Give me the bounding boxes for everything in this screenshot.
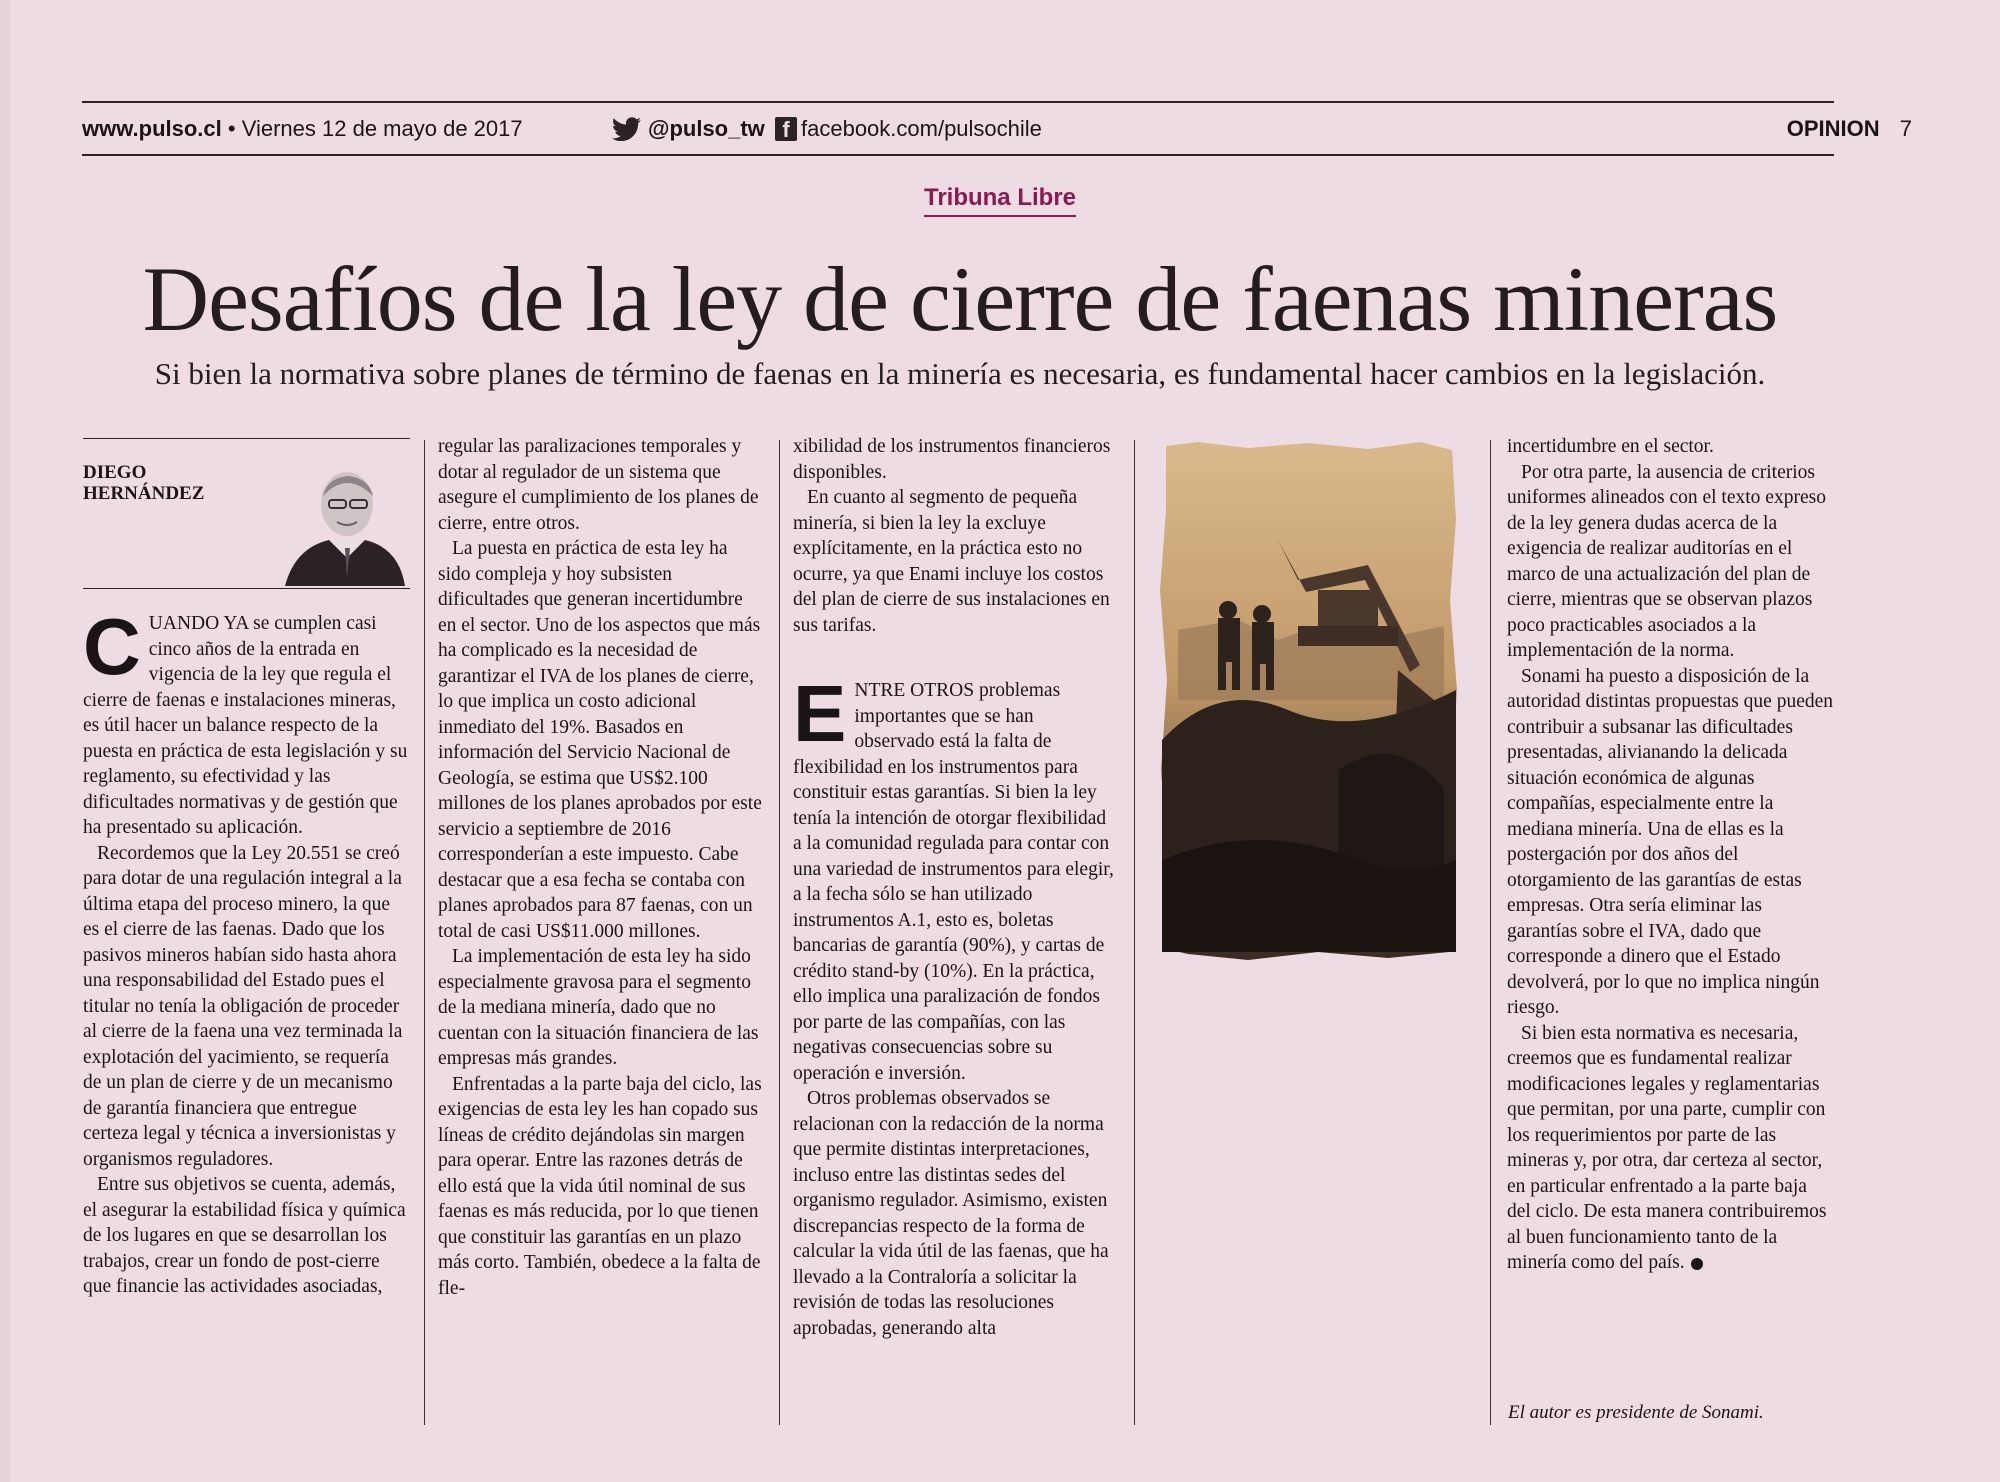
- paragraph: Enfrentadas a la parte baja del ciclo, las exigencias de esta ley les han copado sus líneas de crédito dejándolas sin margen para operar. Entre las razones detrás de ello está que la vida útil nominal de sus faenas es más reducida, por lo que tienen que constituir las garantías en un plazo más corto. También, obedece a la falta de fle-: [438, 1073, 762, 1299]
- author-block: [83, 438, 410, 586]
- section-name: OPINION: [1786, 116, 1880, 141]
- paragraph: Por otra parte, la ausencia de criterios uniformes alineados con el texto expreso de la ley genera dudas acerca de la exigencia de realizar auditorías en el marco de una actualización del plan de cierre, mientras que se observan plazos poco practicables asociados a la implementación de la norma.: [1507, 461, 1826, 661]
- scan-edge: [0, 0, 10, 1482]
- author-photo: [275, 456, 405, 586]
- header-site-date: www.pulso.cl • Viernes 12 de mayo de 2017: [82, 116, 523, 141]
- paragraph: xibilidad de los instrumentos financieros disponibles.: [793, 436, 1111, 483]
- paragraph: La puesta en práctica de esta ley ha sido compleja y hoy subsisten dificultades que generan incertidumbre en el sector. Uno de los aspectos que más ha complicado es la necesidad de garantizar el IVA de los planes de cierre, lo que implica un costo adicional inmediato del 19%. Basados en información del Servicio Nacional de Geología, se estima que US$2.100 millones de los planes aprobados por este servicio a septiembre de 2016 corresponderían a este impuesto. Cabe destacar que a esa fecha se contaba con planes aprobados para 87 faenas, con un total de casi US$11.000 millones.: [438, 538, 762, 942]
- mining-excavator-illustration: [1158, 440, 1458, 962]
- facebook-icon: f: [775, 117, 797, 141]
- column-divider: [424, 440, 425, 1425]
- site-url[interactable]: www.pulso.cl: [82, 116, 222, 141]
- author-bottom-rule: [83, 588, 410, 589]
- author-last-name: HERNÁNDEZ: [83, 483, 205, 504]
- kicker-text: Tribuna Libre: [924, 184, 1076, 217]
- column-divider: [1134, 440, 1135, 1425]
- author-name: [83, 462, 204, 504]
- article-column-4: [1507, 434, 1835, 1276]
- article-column-1: [83, 602, 410, 1300]
- header-bottom-rule: [82, 154, 1834, 156]
- column-divider: [779, 440, 780, 1425]
- twitter-handle-text: @pulso_tw: [648, 116, 765, 141]
- lead-text: UANDO YA se cumplen casi cinco años de la entrada en vigencia de la ley que regula el cierre de faenas e instalaciones mineras, es útil hacer un balance respecto de la puesta en práctica de esta legislación y su reglamento, su efectividad y las dificultades normativas y de gestión que ha presentado su aplicación.: [83, 613, 408, 838]
- facebook-link-text: facebook.com/pulsochile: [801, 116, 1042, 141]
- end-of-article-icon: [1691, 1258, 1703, 1270]
- paragraph: En cuanto al segmento de pequeña minería, si bien la ley la excluye explícitamente, en la práctica esto no ocurre, ya que Enami incluye los costos del plan de cierre de sus instalaciones en sus tarifas.: [793, 487, 1110, 636]
- twitter-bird-icon: [612, 117, 642, 141]
- paragraph: [1507, 1021, 1835, 1276]
- section-kicker: [0, 184, 2000, 212]
- author-first-name: DIEGO: [83, 462, 147, 483]
- article-column-2: [438, 434, 764, 1301]
- paragraph: La implementación de esta ley ha sido especialmente gravosa para el segmento de la mediana minería, dado que no cuentan con la situación financiera de las empresas más grandes.: [438, 946, 759, 1069]
- paragraph: Recordemos que la Ley 20.551 se creó para dotar de una regulación integral a la última etapa del proceso minero, la que es el cierre de las faenas. Dado que los pasivos mineros habían sido hasta ahora una responsabilidad del Estado pues el titular no tenía la obligación de proceder al cierre de la faena una vez terminada la explotación del yacimiento, se requería de un plan de cierre y de un mecanismo de garantía financiera que entregue certeza legal y técnica a inversionistas y organismos reguladores.: [83, 842, 403, 1170]
- page-header: [82, 100, 1912, 156]
- paragraph: [83, 602, 410, 841]
- page-number: 7: [1899, 116, 1912, 141]
- drop-cap: C: [83, 602, 141, 691]
- author-footnote: El autor es presidente de Sonami.: [1508, 1402, 1764, 1423]
- article-column-3: [793, 434, 1118, 1341]
- paragraph: Sonami ha puesto a disposición de la autoridad distintas propuestas que pueden contribuir a subsanar las dificultades presentadas, alivianando la delicada situación económica de algunas compañías, especialmente entre la mediana minería. Una de ellas es la postergación por dos años del otorgamiento de las garantías de estas empresas. Otra sería eliminar las garantías sobre el IVA, dado que corresponde a dinero que el Estado devolverá, por lo que no implica ningún riesgo.: [1507, 665, 1834, 1018]
- twitter-handle[interactable]: [612, 116, 765, 142]
- paragraph: incertidumbre en el sector.: [1507, 436, 1714, 457]
- article-headline: Desafíos de la ley de cierre de faenas mineras: [142, 248, 1778, 350]
- paragraph: Entre sus objetivos se cuenta, además, el asegurar la estabilidad física y química de los lugares en que se desarrollan los trabajos, crear un fondo de post-cierre que financie las actividades asociadas,: [83, 1174, 406, 1297]
- issue-date: Viernes 12 de mayo de 2017: [241, 116, 523, 141]
- drop-cap: E: [793, 669, 847, 758]
- column-divider: [1490, 440, 1491, 1425]
- facebook-link[interactable]: [775, 116, 1042, 142]
- paragraph: Otros problemas observados se relacionan con la redacción de la norma que permite distintas interpretaciones, incluso entre las distintas sedes del organismo regulador. Asimismo, existen discrepancias respecto de la forma de calcular la vida útil de las faenas, que ha llevado a la Contraloría a solicitar la revisión de todas las resoluciones aprobadas, generando alta: [793, 1088, 1109, 1339]
- article-subheadline: Si bien la normativa sobre planes de término de faenas en la minería es necesaria, es fundamental hacer cambios en la legislación.: [154, 356, 1766, 391]
- closing-text: Si bien esta normativa es necesaria, creemos que es fundamental realizar modificaciones legales y reglamentarias que permitan, por una parte, cumplir con los requerimientos por parte de las mineras y, por otra, dar certeza al sector, en particular enfrentado a la parte baja del ciclo. De esta manera contribuiremos al buen funcionamiento tanto de la minería como del país.: [1507, 1022, 1827, 1273]
- paragraph: [793, 669, 1118, 1086]
- paragraph: regular las paralizaciones temporales y dotar al regulador de un sistema que asegure el cumplimiento de los planes de cierre, entre otros.: [438, 436, 759, 534]
- lead-text: NTRE OTROS problemas importantes que se han observado está la falta de flexibilidad en los instrumentos para constituir estas garantías. Si bien la ley tenía la intención de otorgar flexibilidad a la comunidad regulada para contar con una variedad de instrumentos para elegir, a la fecha sólo se han utilizado instrumentos A.1, esto es, boletas bancarias de garantía (90%), y cartas de crédito stand-by (10%). En la práctica, ello implica una paralización de fondos por parte de las compañías, con las negativas consecuencias sobre su operación e inversión.: [793, 680, 1114, 1084]
- section-info: [1787, 116, 1912, 142]
